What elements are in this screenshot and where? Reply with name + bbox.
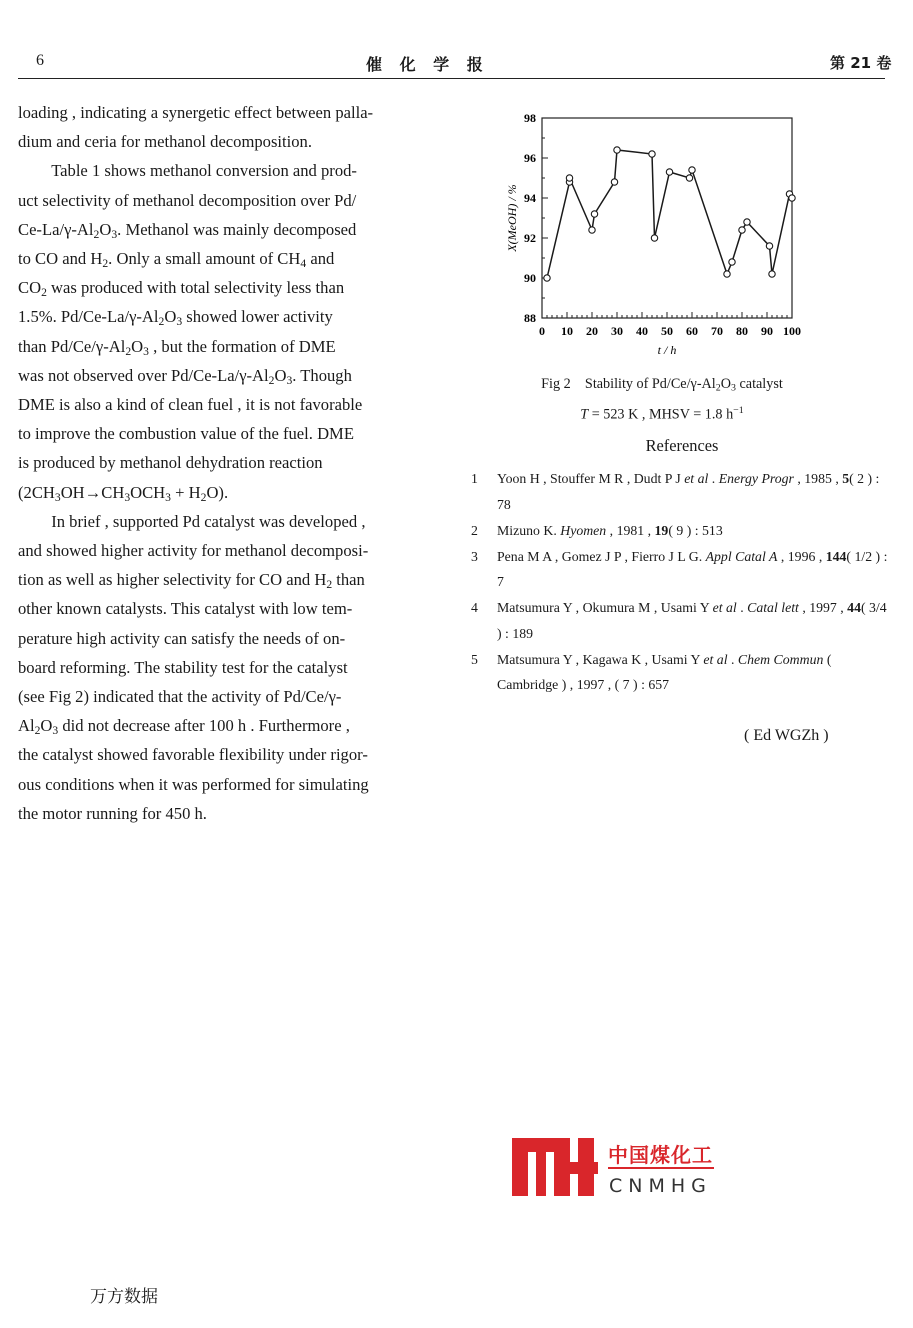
reference-1: 1 Yoon H , Stouffer M R , Dudt P J et al . Energy Progr , 1985 , 5( 2 ) : 78 [471, 466, 891, 517]
references-title: References [645, 436, 719, 455]
x-tick-label: 100 [783, 324, 801, 338]
data-point [649, 151, 655, 157]
data-point [666, 169, 672, 175]
x-axis-label: t / h [657, 343, 677, 357]
figure-caption-line1: Fig 2 Stability of $Pd/Ce/\gamma-Al_2O_3$ catalyst [541, 376, 783, 394]
y-tick-label: 98 [524, 111, 536, 125]
x-tick-label: 0 [539, 324, 545, 338]
paragraph-1: loading , indicating a synergetic effect between palla- dium and ceria for methanol decomposition. [18, 103, 374, 152]
reference-5: 5 Matsumura Y , Kagawa K , Usami Y et al . Chem Commun ( Cambridge ) , 1997 , ( 7 ) : 657 [471, 647, 891, 698]
reference-4: 4 Matsumura Y , Okumura M , Usami Y et al . Catal lett , 1997 , 44( 3/4 ) : 189 [471, 595, 891, 646]
journal-title: 催 化 学 报 [366, 55, 489, 74]
data-point [769, 271, 775, 277]
data-point [724, 271, 730, 277]
x-tick-label: 60 [686, 324, 698, 338]
logo-cn-text: 中国煤化工 [608, 1143, 713, 1167]
data-point [544, 275, 550, 281]
data-point [689, 167, 695, 173]
y-tick-label: 94 [524, 191, 536, 205]
data-point [766, 243, 772, 249]
x-tick-label: 40 [636, 324, 648, 338]
reference-number: 2 [471, 522, 478, 538]
data-point [611, 179, 617, 185]
footer-watermark: 万方数据 [90, 1287, 158, 1307]
x-tick-label: 20 [586, 324, 598, 338]
reference-number: 3 [471, 548, 478, 564]
x-tick-label: 80 [736, 324, 748, 338]
y-tick-label: 90 [524, 271, 536, 285]
y-axis-label: X(MeOH) / % [505, 184, 519, 252]
data-point [591, 211, 597, 217]
x-tick-label: 90 [761, 324, 773, 338]
paragraph-3: In brief , supported Pd catalyst was developed , and showed higher activity for methanol decomposi- tion as well as higher selectivity for CO and $H_2$ than other known catalysts. This catalyst with low tem- perature high activity can satisfy the needs of on- board reforming. The stability test for the catalyst (see Fig 2) indicated that the activity of Pd/Ce/γ- $Al_2O_3$ did not decrease after 100 h . Furthermore , the catalyst showed favorable flexibility under rigor- ous conditions when it was performed for simulating the motor running for 450 h. [18, 511, 369, 823]
x-tick-label: 10 [561, 324, 573, 338]
reference-number: 5 [471, 651, 478, 667]
body-text-column [18, 98, 432, 828]
data-point [789, 195, 795, 201]
y-tick-label: 96 [524, 151, 536, 165]
data-point [614, 147, 620, 153]
reference-number: 1 [471, 471, 478, 486]
editor-credit: ( Ed WGZh ) [744, 727, 829, 744]
y-tick-label: 92 [524, 231, 536, 245]
references-list [471, 466, 891, 698]
logo-en-text: CNMHG [609, 1175, 712, 1197]
y-tick-label: 88 [524, 311, 536, 325]
cnmhg-logo [512, 1136, 722, 1200]
x-tick-label: 30 [611, 324, 623, 338]
x-tick-label: 70 [711, 324, 723, 338]
data-point [739, 227, 745, 233]
plot-frame [542, 118, 792, 318]
data-point [729, 259, 735, 265]
reference-2: 2 Mizuno K. Hyomen , 1981 , 19( 9 ) : 513 [471, 518, 891, 544]
header-rule [18, 78, 885, 79]
data-point [744, 219, 750, 225]
figure-caption-line2: T = 523 K , MHSV = 1.8 $h^{-1}$ [580, 405, 744, 423]
reference-number: 4 [471, 600, 478, 615]
data-point [589, 227, 595, 233]
data-point [566, 175, 572, 181]
stability-chart [500, 104, 810, 362]
volume-label: 第 21 卷 [830, 54, 892, 72]
paragraph-2: Table 1 shows methanol conversion and prod- uct selectivity of methanol decomposition over Pd/ $Ce-La/\gamma-Al_2O_3$. Methanol was mainly decomposed to CO and $H_2$. Only a small amount of $CH_4$ and $CO_2$ was produced with total selectivity less than 1.5%. $Pd/Ce-La/\gamma-Al_2O_3$ showed lower activity than $Pd/Ce/\gamma-Al_2O_3$ , but the formation of DME was not observed over $Pd/Ce-La/\gamma-Al_2O_3$. Though DME is also a kind of clean fuel , it is not favorable to improve the combustion value of the fuel. DME is produced by methanol dehydration reaction $(2CH_3OH\to CH_3OCH_3 + H_2O)$. [18, 161, 363, 504]
reference-3: 3 Pena M A , Gomez J P , Fierro J L G. Appl Catal A , 1996 , 144( 1/2 ) : 7 [471, 544, 891, 595]
x-tick-label: 50 [661, 324, 673, 338]
data-point [651, 235, 657, 241]
data-point [686, 175, 692, 181]
page-number: 6 [36, 52, 44, 69]
